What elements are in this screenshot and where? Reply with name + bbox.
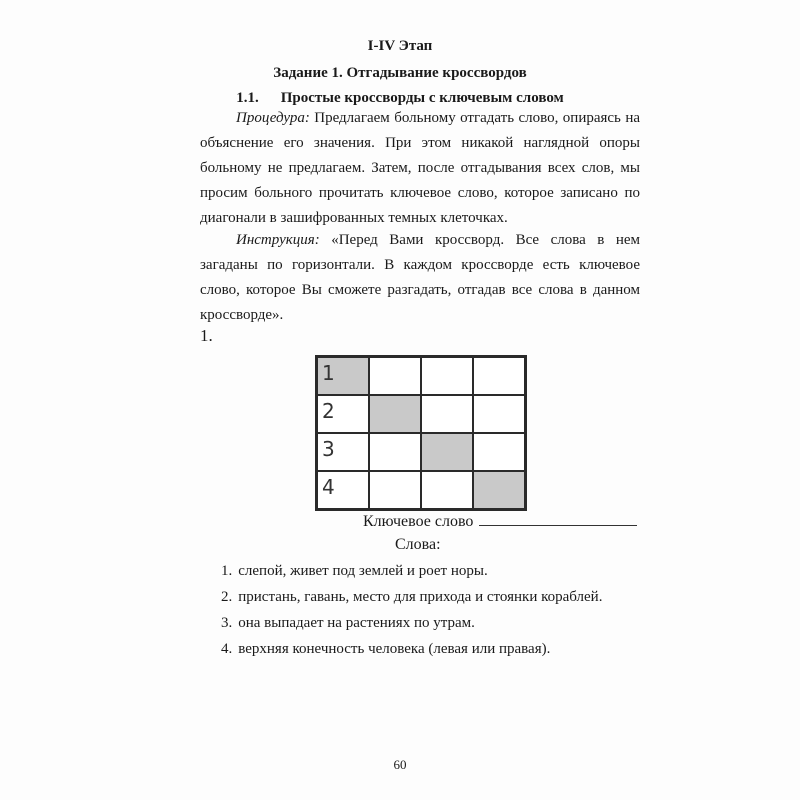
crossword-row-number: 1 <box>322 361 335 385</box>
instruction-text: «Перед Вами кроссворд. Все слова в нем загаданы по горизонтали. В каждом кроссворде есть ключевое слово, которое Вы сможете разгадать, отгадав все слова в данном кроссворде». <box>200 232 640 323</box>
crossword-cell-key[interactable] <box>422 434 472 470</box>
exercise-number: 1. <box>200 326 213 345</box>
crossword-cell[interactable] <box>318 396 368 432</box>
crossword-cell-key[interactable] <box>370 396 420 432</box>
keyword-label: Ключевое слово <box>363 513 474 530</box>
crossword-cell[interactable] <box>422 358 472 394</box>
crossword-cell[interactable] <box>370 358 420 394</box>
words-label: Слова: <box>395 536 441 553</box>
crossword-cell-key[interactable] <box>474 472 524 508</box>
subtask-number: 1.1. <box>236 90 259 106</box>
crossword-cell[interactable] <box>422 396 472 432</box>
instruction-paragraph <box>200 228 640 328</box>
crossword-grid <box>315 355 527 511</box>
crossword-cell[interactable] <box>370 472 420 508</box>
stage-heading: I-IV Этап <box>367 38 433 54</box>
page-number: 60 <box>393 757 407 772</box>
crossword-cell[interactable] <box>474 396 524 432</box>
keyword-row <box>363 511 637 531</box>
crossword-cell[interactable] <box>370 434 420 470</box>
subtask-title: Простые кроссворды с ключевым словом <box>280 90 564 106</box>
procedure-lead: Процедура: <box>236 110 310 126</box>
crossword-row-number: 3 <box>322 437 335 461</box>
task-heading: Задание 1. Отгадывание кроссвордов <box>273 65 527 81</box>
clue-item: 3. она выпадает на растениях по утрам. <box>221 615 475 631</box>
clue-item: 1. слепой, живет под землей и роет норы. <box>221 563 488 579</box>
crossword-cell[interactable] <box>318 472 368 508</box>
keyword-answer-line[interactable] <box>479 511 637 526</box>
crossword-cell[interactable] <box>318 434 368 470</box>
instruction-lead: Инструкция: <box>236 232 320 248</box>
crossword-cell[interactable] <box>422 472 472 508</box>
crossword-row-number: 2 <box>322 399 335 423</box>
crossword-row-number: 4 <box>322 475 335 499</box>
procedure-text: Предлагаем больному отгадать слово, опираясь на объяснение его значения. При этом никакой наглядной опоры больному не предлагаем. Затем, после отгадывания всех слов, мы просим больного прочитать ключевое слово, которое записано по диагонали в зашифрованных темных клеточках. <box>200 110 640 226</box>
clue-item: 2. пристань, гавань, место для прихода и стоянки кораблей. <box>221 589 603 605</box>
clue-item: 4. верхняя конечность человека (левая или правая). <box>221 641 551 657</box>
crossword-cell-key[interactable] <box>318 358 368 394</box>
crossword-cell[interactable] <box>474 358 524 394</box>
procedure-paragraph <box>200 106 640 231</box>
clue-list <box>221 558 602 662</box>
subtask-heading <box>0 90 800 107</box>
crossword-cell[interactable] <box>474 434 524 470</box>
